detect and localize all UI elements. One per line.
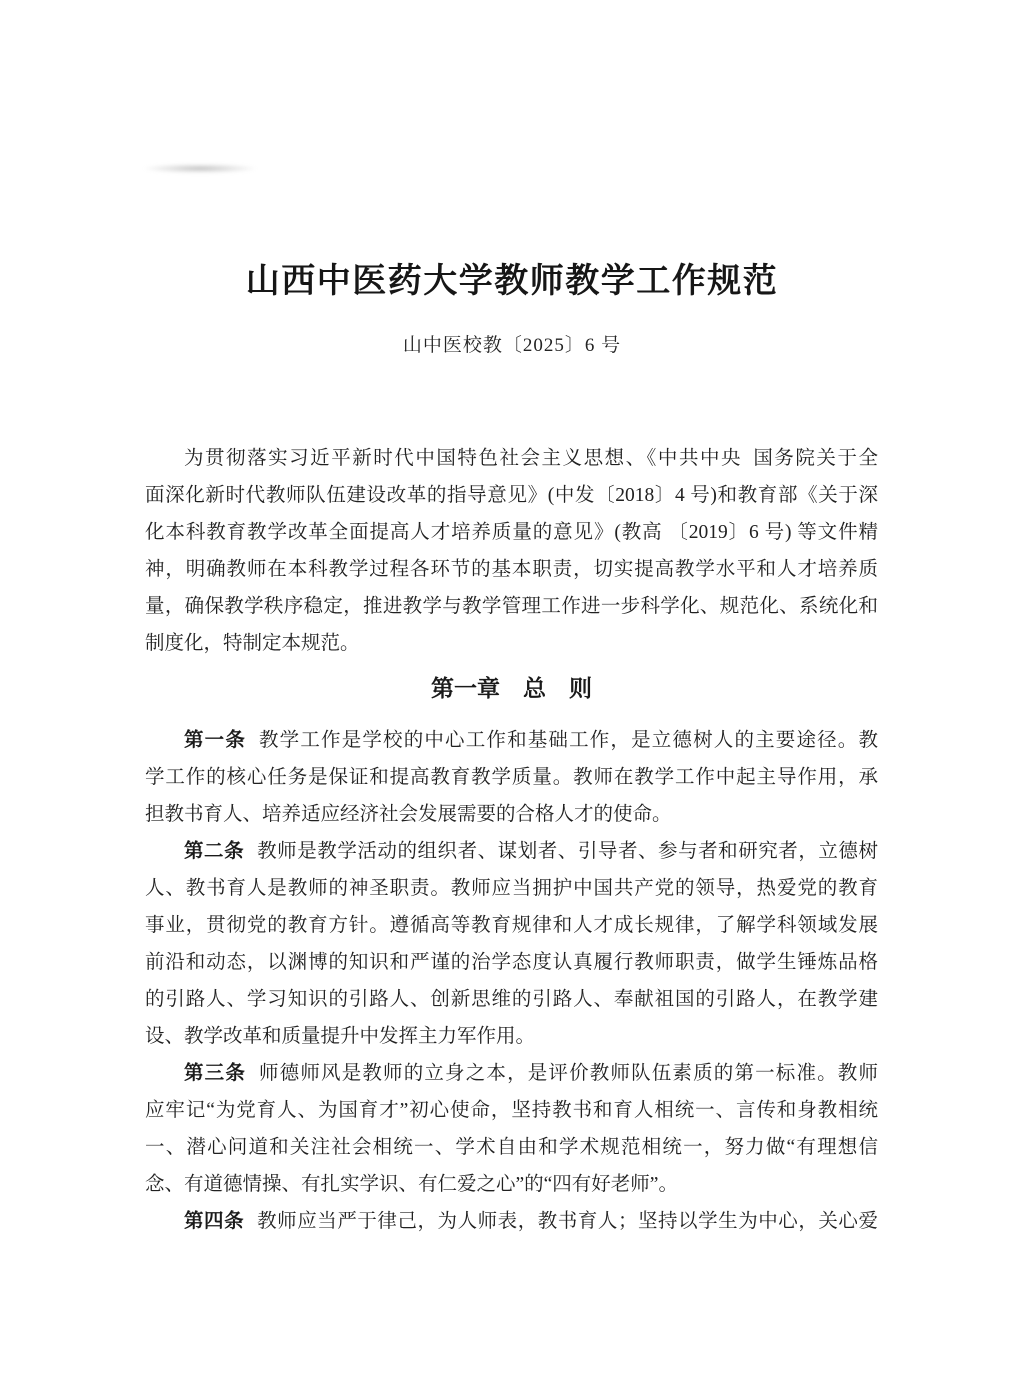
article-number-label: 第一条 <box>184 729 247 751</box>
text-line: 事业，贯彻党的教育方针。遵循高等教育规律和人才成长规律，了解学科领域发展 <box>145 915 878 936</box>
text-line: 第一条 教学工作是学校的中心工作和基础工作，是立德树人的主要途径。教 <box>184 729 878 751</box>
text-line: 第二条 教师是教学活动的组织者、谋划者、引导者、参与者和研究者，立德树 <box>184 840 878 862</box>
article-number-label: 第三条 <box>184 1062 247 1084</box>
text-line: 念、有道德情操、有扎实学识、有仁爱之心”的“四有好老师”。 <box>145 1174 678 1195</box>
text-line: 担教书育人、培养适应经济社会发展需要的合格人才的使命。 <box>145 804 672 825</box>
text-line: 量，确保教学秩序稳定，推进教学与教学管理工作进一步科学化、规范化、系统化和 <box>145 596 878 617</box>
text-line: 神，明确教师在本科教学过程各环节的基本职责，切实提高教学水平和人才培养质 <box>145 559 878 580</box>
text-line: 应牢记“为党育人、为国育才”初心使命，坚持教书和育人相统一、言传和身教相统 <box>145 1100 878 1121</box>
text-line: 设、教学改革和质量提升中发挥主力军作用。 <box>145 1026 536 1047</box>
intro-paragraph <box>145 440 878 662</box>
article-paragraph-3 <box>145 1055 878 1203</box>
chapter-heading: 第一章 总 则 <box>431 675 592 701</box>
article-paragraph-1 <box>145 722 878 833</box>
text-line: 的引路人、学习知识的引路人、创新思维的引路人、奉献祖国的引路人，在教学建 <box>145 989 878 1010</box>
text-line: 前沿和动态，以渊博的知识和严谨的治学态度认真履行教师职责，做学生锤炼品格 <box>145 952 878 973</box>
text-line: 一、潜心问道和关注社会相统一、学术自由和学术规范相统一，努力做“有理想信 <box>145 1137 878 1158</box>
article-number-label: 第二条 <box>184 840 245 862</box>
document-body <box>145 440 878 1240</box>
article-paragraph-4 <box>145 1203 878 1240</box>
text-line: 第三条 师德师风是教师的立身之本，是评价教师队伍素质的第一标准。教师 <box>184 1062 878 1084</box>
text-line: 学工作的核心任务是保证和提高教育教学质量。教师在教学工作中起主导作用，承 <box>145 767 878 788</box>
text-line: 面深化新时代教师队伍建设改革的指导意见》(中发〔2018〕4 号)和教育部《关于深 <box>145 485 878 506</box>
text-line: 为贯彻落实习近平新时代中国特色社会主义思想、《中共中央 国务院关于全 <box>184 448 878 469</box>
text-line: 制度化，特制定本规范。 <box>145 633 360 654</box>
text-line: 人、教书育人是教师的神圣职责。教师应当拥护中国共产党的领导，热爱党的教育 <box>145 878 878 899</box>
document-number: 山中医校教〔2025〕6 号 <box>402 335 622 356</box>
document-title: 山西中医药大学教师教学工作规范 <box>245 263 779 300</box>
text-line: 化本科教育教学改革全面提高人才培养质量的意见》(教高 〔2019〕6 号) 等文件精 <box>145 522 878 543</box>
article-paragraph-2 <box>145 833 878 1055</box>
article-number-label: 第四条 <box>184 1210 245 1232</box>
text-line: 第四条 教师应当严于律己，为人师表，教书育人；坚持以学生为中心，关心爱 <box>184 1210 878 1232</box>
